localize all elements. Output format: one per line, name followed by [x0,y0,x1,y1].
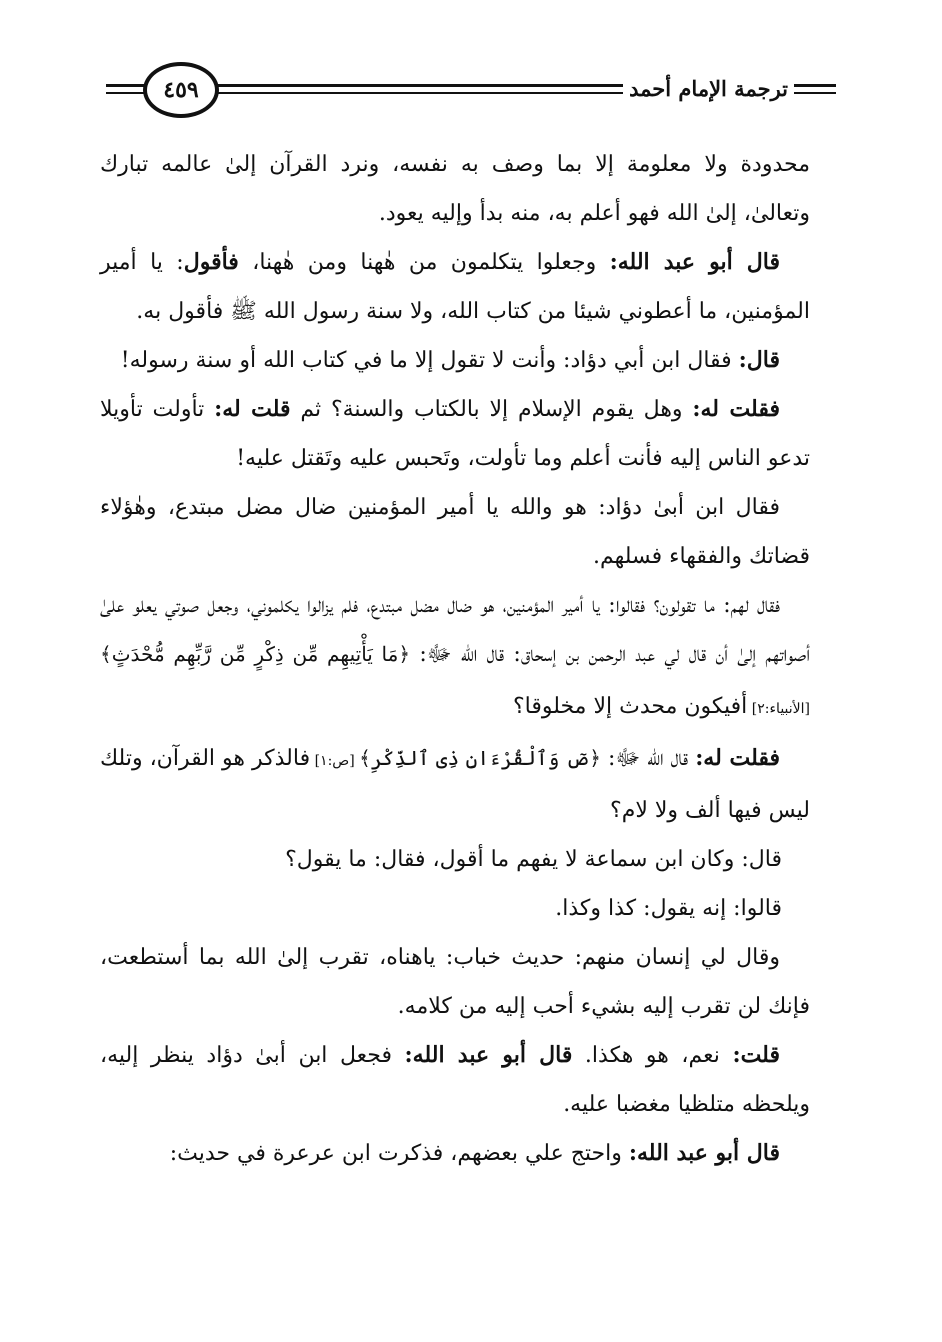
page-body [100,140,810,1178]
text: : يا أمير المؤمنين، ما أعطوني شيئا من كتاب الله، ولا سنة رسول الله ﷺ فأقول به. [100,250,810,324]
text: فجعل ابن أبىٰ دؤاد ينظر إليه، ويلحظه متلظيا مغضبا عليه. [100,1043,810,1117]
paragraph [100,884,810,933]
text: قالوا: إنه يقول: كذا وكذا. [555,896,782,921]
text: وهل يقوم الإسلام إلا بالكتاب والسنة؟ ثم [290,397,693,422]
text: تأولت تأويلا تدعو الناس إليه فأنت أعلم وما تأولت، وتَحبس عليه وتَقتل عليه! [100,397,810,471]
speaker-label: فأقول [183,249,239,275]
paragraph [100,336,810,385]
quran-verse: ﴿صٓ وَٱلْقُرْءَانِ ذِى ٱلذِّكْرِ﴾ [359,746,601,770]
header-rule-right-bottom [792,92,836,94]
verse-citation: [الأنبياء:٢] [747,701,810,717]
paragraph [100,238,810,336]
verse-citation: [ص:١] [310,753,360,769]
text: أفيكون محدث إلا مخلوقا؟ [512,694,748,719]
text: وجعلوا يتكلمون من هٰهنا ومن هٰهنا، [238,250,610,275]
text: واحتج علي بعضهم، فذكرت ابن عرعرة في حديث: [169,1141,629,1166]
header-rule-center-top [210,84,630,87]
speaker-label: قال أبو عبد الله: [609,249,780,275]
page-number: ٤٥٩ [143,62,219,118]
text: قال الله ﷻ: [600,746,696,771]
speaker-label: فقلت له: [695,745,781,771]
text: فالذكر هو القرآن، وتلك ليس فيها ألف ولا لام؟ [100,746,810,823]
quran-verse: ﴿مَا يَأْتِيهِم مِّن ذِكْرٍ مِّن رَّبِّهِم مُّحْدَثٍ﴾ [100,642,411,666]
paragraph [100,483,810,581]
text: محدودة ولا معلومة إلا بما وصف به نفسه، ونرد القرآن إلىٰ عالمه تبارك وتعالىٰ، إلىٰ الله فهو أعلم به، منه بدأ وإليه يعود. [100,152,810,226]
text: قال: وكان ابن سماعة لا يفهم ما أقول، فقال: ما يقول؟ [285,847,782,872]
paragraph [100,581,810,734]
paragraph [100,1129,810,1178]
paragraph [100,933,810,1031]
text: نعم، هو هكذا. [572,1043,733,1068]
page-header [0,0,942,130]
running-header-title: ترجمة الإمام أحمد [623,76,794,101]
text: فقال لهم: ما تقولون؟ فقالوا: يا أمير المؤمنين، هو ضال مضل مبتدع، فلم يزالوا يكلموني، وجعل صوتي يعلو علىٰ أصواتهم إلىٰ أن قال لي عبد الرحمن بن إسحاق: قال الله ﷻ: [100,593,810,667]
text: وقال لي إنسان منهم: حديث خباب: ياهناه، تقرب إلىٰ الله بما أستطعت، فإنك لن تقرب إليه بشيء أحب إليه من كلامه. [100,945,810,1019]
text: فقال ابن أبي دؤاد: وأنت لا تقول إلا ما في كتاب الله أو سنة رسوله! [120,348,739,373]
paragraph [100,385,810,483]
text: فقال ابن أبىٰ دؤاد: هو والله يا أمير المؤمنين ضال مضل مبتدع، وهٰؤلاء قضاتك والفقهاء فسلهم. [100,495,810,569]
paragraph [100,734,810,835]
paragraph [100,1031,810,1129]
header-rule-right-top [792,84,836,87]
speaker-label: قال: [738,347,780,373]
paragraph [100,140,810,238]
speaker-label: قال أبو عبد الله: [404,1042,573,1068]
header-rule-center-bottom [210,92,630,94]
paragraph [100,835,810,884]
speaker-label: قلت: [732,1042,780,1068]
speaker-label: قلت له: [214,396,291,422]
speaker-label: قال أبو عبد الله: [628,1140,780,1166]
speaker-label: فقلت له: [692,396,780,422]
